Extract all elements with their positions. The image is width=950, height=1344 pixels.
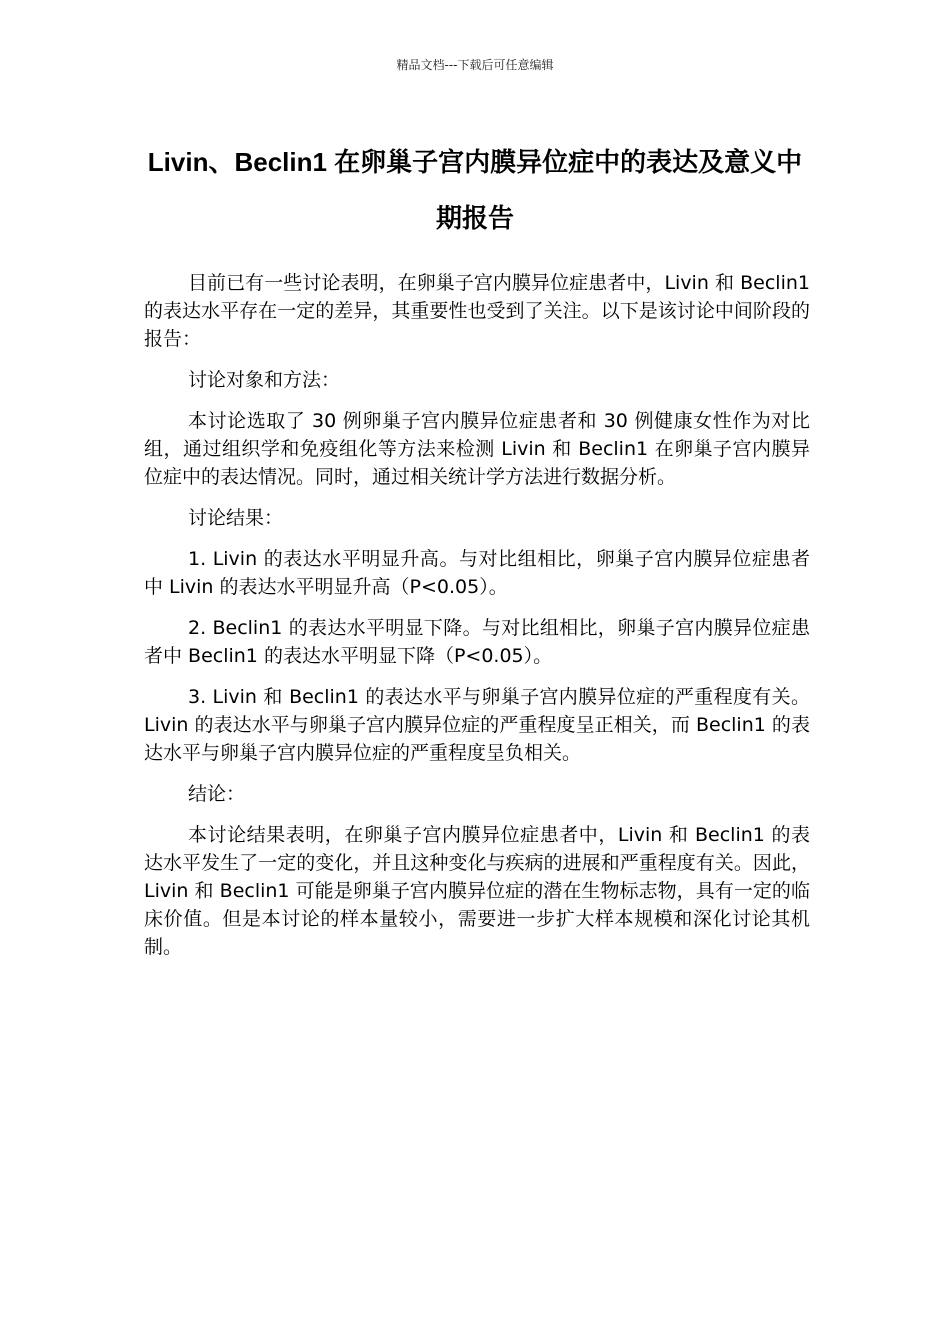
result-item-3: 3. Livin 和 Beclin1 的表达水平与卵巢子宫内膜异位症的严重程度有关。Livin 的表达水平与卵巢子宫内膜异位症的严重程度呈正相关，而 Beclin1 的表达水平与卵巢子宫内膜异位症的严重程度呈负相关。 (144, 686, 810, 764)
result-item-1: 1. Livin 的表达水平明显升高。与对比组相比，卵巢子宫内膜异位症患者中 Livin 的表达水平明显升高（P<0.05）。 (144, 548, 810, 598)
document-title: Livin、Beclin1 在卵巢子宫内膜异位症中的表达及意义中期报告 (147, 147, 803, 233)
methods-heading: 讨论对象和方法： (188, 369, 341, 391)
results-heading: 讨论结果： (188, 507, 284, 529)
methods-paragraph: 本讨论选取了 30 例卵巢子宫内膜异位症患者和 30 例健康女性作为对比组，通过组织学和免疫组化等方法来检测 Livin 和 Beclin1 在卵巢子宫内膜异位症中的表达情况。同时，通过相关统计学方法进行数据分析。 (144, 410, 810, 488)
document-body (144, 269, 810, 974)
result-item-2: 2. Beclin1 的表达水平明显下降。与对比组相比，卵巢子宫内膜异位症患者中 Beclin1 的表达水平明显下降（P<0.05）。 (144, 617, 810, 667)
page-header: 精品文档---下载后可任意编辑 (396, 58, 554, 72)
intro-paragraph: 目前已有一些讨论表明，在卵巢子宫内膜异位症患者中，Livin 和 Beclin1 的表达水平存在一定的差异，其重要性也受到了关注。以下是该讨论中间阶段的报告： (144, 272, 810, 350)
conclusion-heading: 结论： (188, 783, 246, 805)
conclusion-paragraph: 本讨论结果表明，在卵巢子宫内膜异位症患者中，Livin 和 Beclin1 的表达水平发生了一定的变化，并且这种变化与疾病的进展和严重程度有关。因此，Livin 和 Beclin1 可能是卵巢子宫内膜异位症的潜在生物标志物，具有一定的临床价值。但是本讨论的样本量较小，需要进一步扩大样本规模和深化讨论其机制。 (144, 824, 810, 958)
